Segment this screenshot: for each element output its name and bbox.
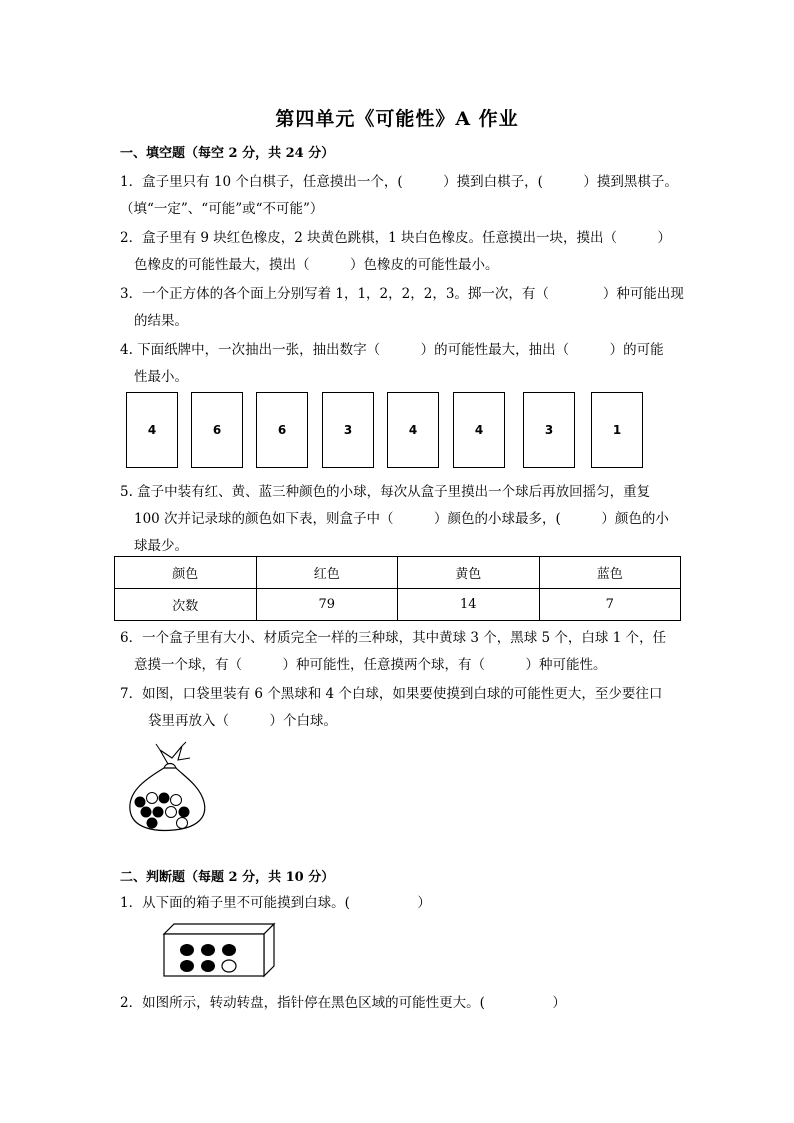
ball-bag-icon <box>124 740 214 835</box>
table-cell: 79 <box>256 589 398 621</box>
number-card: 4 <box>453 392 505 468</box>
q5-line3: 球最少。 <box>134 538 188 554</box>
table-cell: 7 <box>539 589 681 621</box>
q5-line1: 5. 盒子中装有红、黄、蓝三种颜色的小球，每次从盒子里摸出一个球后再放回摇匀，重复 <box>120 484 651 500</box>
table-header-cell: 黄色 <box>398 557 540 589</box>
table-header-cell: 蓝色 <box>539 557 681 589</box>
q6-line1: 6．一个盒子里有大小、材质完全一样的三种球，其中黄球 3 个，黑球 5 个，白球 1 个，任 <box>120 630 667 646</box>
q2-line1: 2．盒子里有 9 块红色橡皮，2 块黄色跳棋，1 块白色橡皮。任意摸出一块，摸出（ ） <box>120 230 672 246</box>
q1-line2: （填“一定”、“可能”或“不可能”） <box>120 201 324 217</box>
number-card: 4 <box>387 392 439 468</box>
q7-line1: 7．如图，口袋里装有 6 个黑球和 4 个白球，如果要使摸到白球的可能性更大，至少要往口 <box>120 686 663 702</box>
table-row <box>115 557 681 589</box>
section-true-false-heading: 二、判断题（每题 2 分，共 10 分） <box>120 870 335 885</box>
q5-line2: 100 次并记录球的颜色如下表，则盒子中（ ）颜色的小球最多，( ）颜色的小 <box>134 511 669 527</box>
table-cell: 14 <box>398 589 540 621</box>
q7-line2: 袋里再放入（ ）个白球。 <box>148 713 337 729</box>
tf-q2: 2．如图所示，转动转盘，指针停在黑色区域的可能性更大。( ） <box>120 995 566 1011</box>
number-card: 3 <box>523 392 575 468</box>
table-cell: 次数 <box>115 589 257 621</box>
number-card: 3 <box>322 392 374 468</box>
number-card: 6 <box>256 392 308 468</box>
q3-line1: 3．一个正方体的各个面上分别写着 1，1，2，2，2，3。掷一次，有（ ）种可能出现 <box>120 286 684 302</box>
q2-line2: 色橡皮的可能性最大，摸出（ ）色橡皮的可能性最小。 <box>134 257 499 273</box>
table-header-cell: 颜色 <box>115 557 257 589</box>
table-row <box>115 589 681 621</box>
color-count-table <box>114 556 681 621</box>
page-title: 第四单元《可能性》A 作业 <box>275 108 519 130</box>
number-card: 1 <box>591 392 643 468</box>
q3-line2: 的结果。 <box>134 313 188 329</box>
q1-line1: 1．盒子里只有 10 个白棋子，任意摸出一个，( ）摸到白棋子，( ）摸到黑棋子。 <box>120 174 678 190</box>
tf-q1: 1．从下面的箱子里不可能摸到白球。( ） <box>120 895 431 911</box>
q4-line1: 4. 下面纸牌中，一次抽出一张，抽出数字（ ）的可能性最大，抽出（ ）的可能 <box>120 342 664 358</box>
q4-line2: 性最小。 <box>134 369 188 385</box>
number-card: 6 <box>191 392 243 468</box>
section-fill-blank-heading: 一、填空题（每空 2 分，共 24 分） <box>120 146 335 161</box>
ball-box-icon <box>162 922 278 980</box>
q6-line2: 意摸一个球，有（ ）种可能性，任意摸两个球，有（ ）种可能性。 <box>134 657 607 673</box>
number-card: 4 <box>126 392 178 468</box>
table-header-cell: 红色 <box>256 557 398 589</box>
